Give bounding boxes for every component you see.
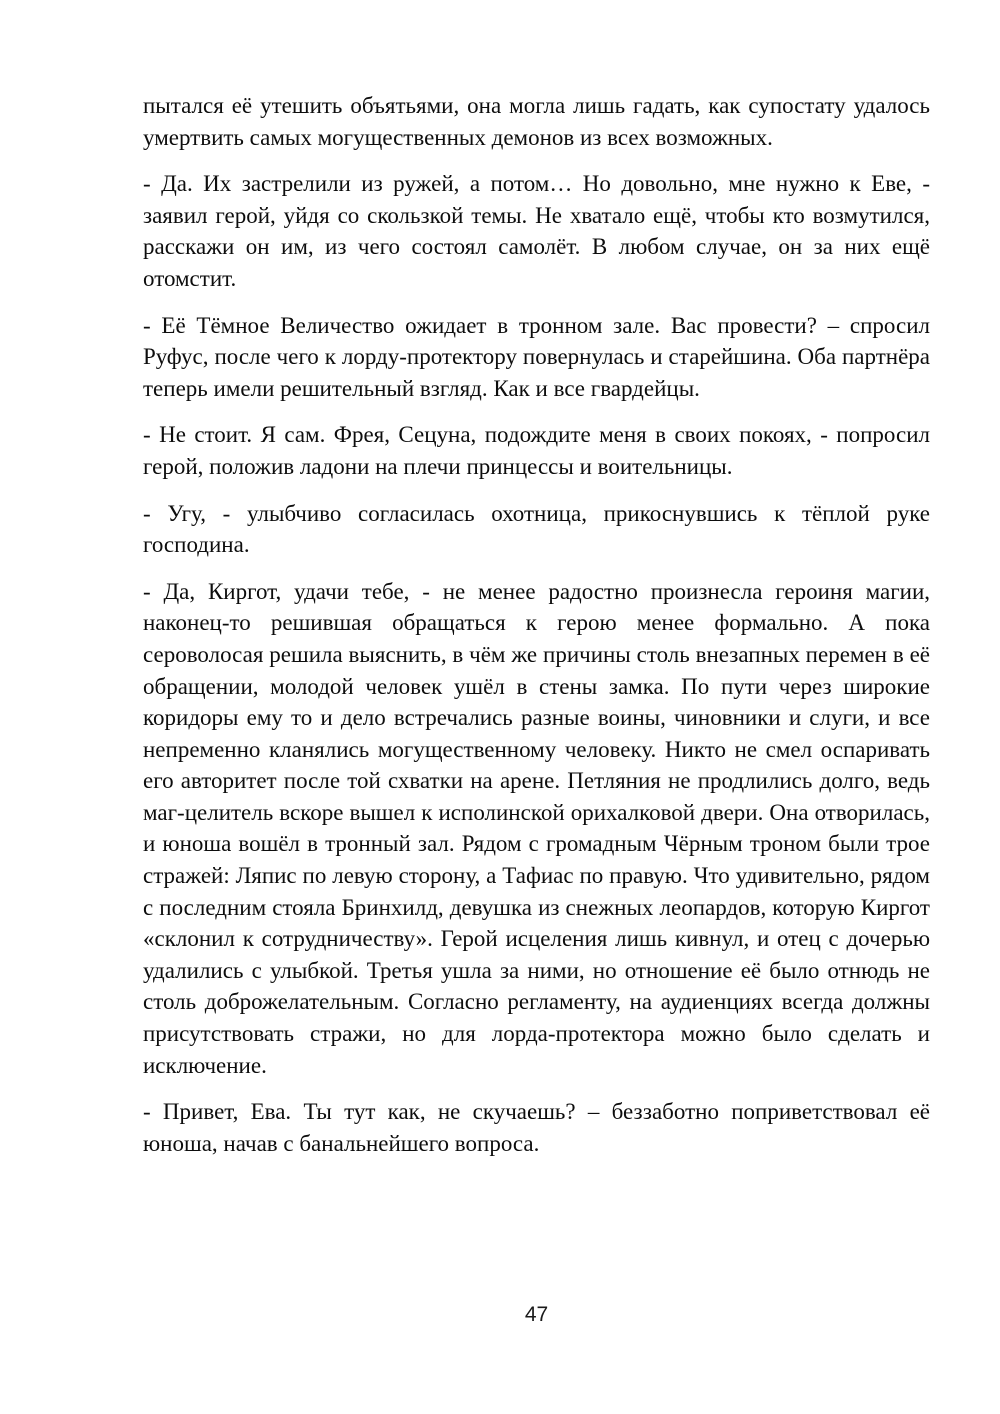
paragraph-6: - Да, Киргот, удачи тебе, - не менее радостно произнесла героиня магии, наконец-то решившая обращаться к герою менее формально. А пока сероволосая решила выяснить, в чём же причины столь внезапных перемен в её обращении, молодой человек ушёл в стены замка. По пути через широкие коридоры ему то и дело встречались разные воины, чиновники и слуги, и все непременно кланялись могущественному человеку. Никто не смел оспаривать его авторитет после той схватки на арене. Петляния не продлились долго, ведь маг-целитель вскоре вышел к исполинской орихалковой двери. Она отворилась, и юноша вошёл в тронный зал. Рядом с громадным Чёрным троном были трое стражей: Ляпис по левую сторону, а Тафиас по правую. Что удивительно, рядом с последним стояла Бринхилд, девушка из снежных леопардов, которую Киргот «склонил к сотрудничеству». Герой исцеления лишь кивнул, и отец с дочерью удалились с улыбкой. Третья ушла за ними, но отношение её было отнюдь не столь доброжелательным. Согласно регламенту, на аудиенциях всегда должны присутствовать стражи, но для лорда-протектора можно было сделать и исключение. [143, 578, 930, 1078]
page-number: 47 [524, 1303, 549, 1326]
page-footer [143, 1303, 930, 1327]
paragraph-7: - Привет, Ева. Ты тут как, не скучаешь? – беззаботно поприветствовал её юноша, начав с банальнейшего вопроса. [143, 1099, 930, 1156]
paragraph-5: - Угу, - улыбчиво согласилась охотница, прикоснувшись к тёплой руке господина. [143, 500, 930, 558]
paragraph-2: - Да. Их застрелили из ружей, а потом… Но довольно, мне нужно к Еве, - заявил герой, уйдя со скользкой темы. Не хватало ещё, чтобы кто возмутился, расскажи он им, из чего состоял самолёт. В любом случае, он за них ещё отомстит. [143, 171, 930, 291]
text-body [143, 90, 930, 1174]
paragraph-1: пытался её утешить объятьями, она могла лишь гадать, как супостату удалось умертвить самых могущественных демонов из всех возможных. [143, 93, 930, 150]
paragraph-3: - Её Тёмное Величество ожидает в тронном зале. Вас провести? – спросил Руфус, после чего к лорду-протектору повернулась и старейшина. Оба партнёра теперь имели решительный взгляд. Как и все гвардейцы. [143, 312, 930, 401]
paragraph-4: - Не стоит. Я сам. Фрея, Сецуна, подождите меня в своих покоях, - попросил герой, положив ладони на плечи принцессы и воительницы. [143, 422, 930, 479]
